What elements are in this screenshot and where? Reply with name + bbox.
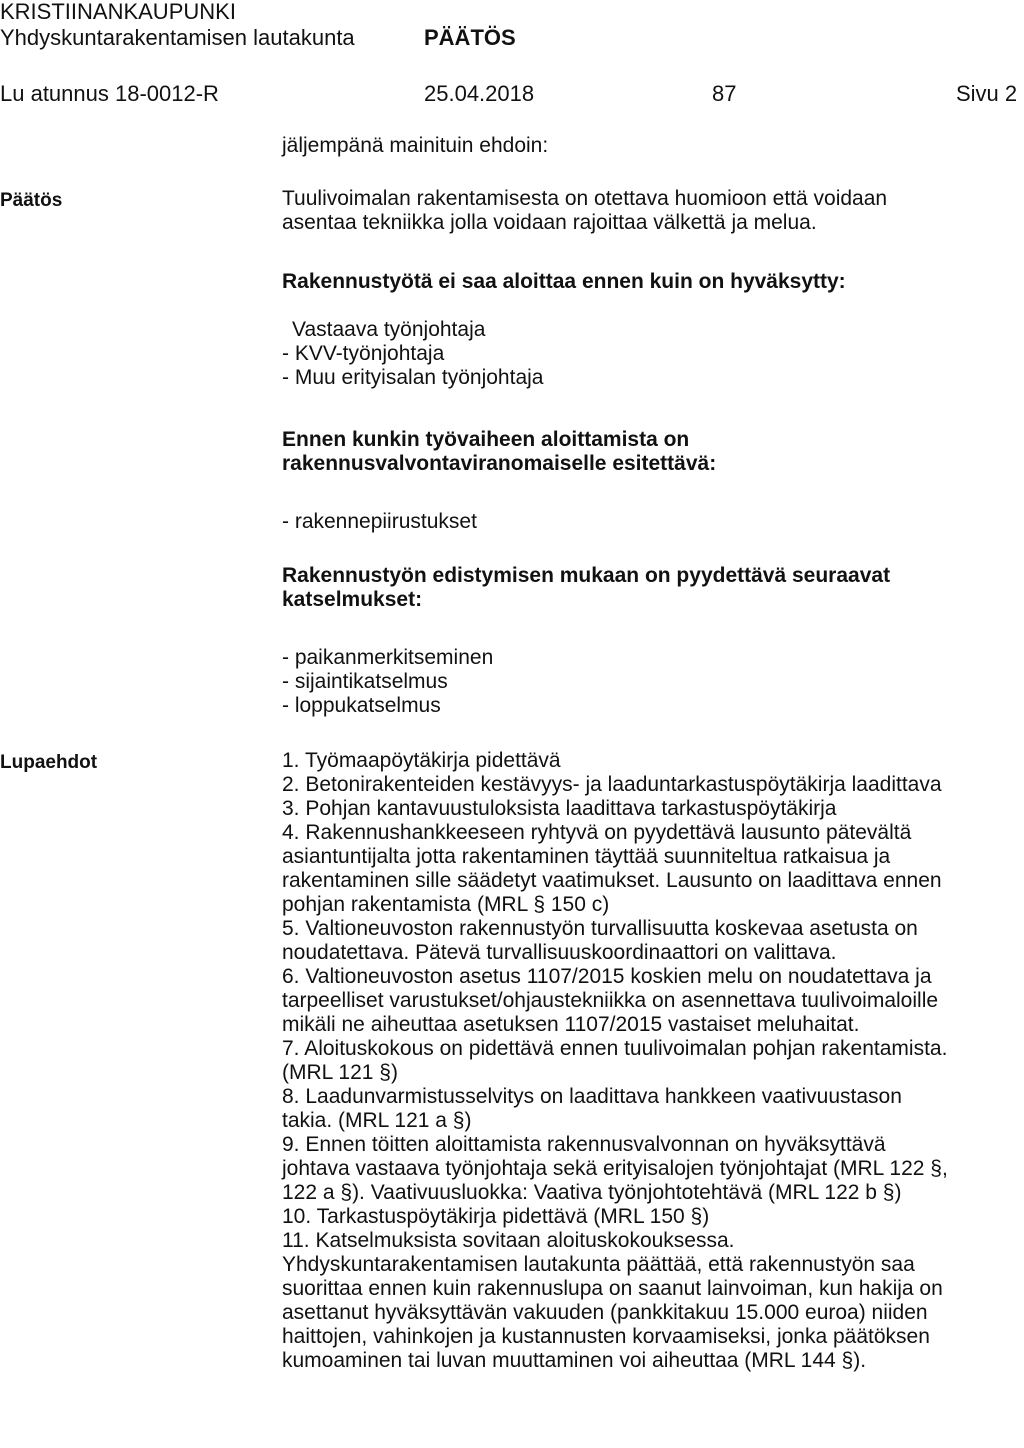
list-item: - loppukatselmus bbox=[282, 694, 441, 717]
approval-list bbox=[282, 318, 543, 390]
condition-line: mikäli ne aiheuttaa asetuksen 1107/2015 vastaiset meluhaitat. bbox=[282, 1013, 860, 1036]
condition-line: 8. Laadunvarmistusselvitys on laadittava hankkeen vaativuustason bbox=[282, 1085, 902, 1108]
decision-label: Päätös bbox=[0, 190, 63, 211]
condition-line: 3. Pohjan kantavuustuloksista laadittava tarkastuspöytäkirja bbox=[282, 797, 837, 820]
list-item: - KVV-työnjohtaja bbox=[282, 342, 445, 365]
conditions-text bbox=[282, 749, 948, 1373]
conditions-label: Lupaehdot bbox=[0, 752, 98, 773]
condition-line: asettanut hyväksyttävän vakuuden (pankkitakuu 15.000 euroa) niiden bbox=[282, 1301, 928, 1324]
before-phase-heading bbox=[282, 428, 716, 476]
condition-line: 9. Ennen töitten aloittamista rakennusvalvonnan on hyväksyttävä bbox=[282, 1133, 886, 1156]
condition-line: haittojen, vahinkojen ja kustannusten korvaamiseksi, jonka päätöksen bbox=[282, 1325, 930, 1348]
page-number: Sivu 2 bbox=[956, 81, 1018, 106]
list-item: - Muu erityisalan työnjohtaja bbox=[282, 366, 544, 389]
condition-line: 2. Betonirakenteiden kestävyys- ja laaduntarkastuspöytäkirja laadittava bbox=[282, 773, 942, 796]
organization-name: KRISTIINANKAUPUNKI bbox=[0, 0, 236, 24]
list-item: Vastaava työnjohtaja bbox=[292, 318, 486, 341]
condition-line: (MRL 121 §) bbox=[282, 1061, 398, 1084]
inspections-heading bbox=[282, 564, 890, 612]
inspections-list bbox=[282, 646, 493, 718]
committee-name: Yhdyskuntarakentamisen lautakunta bbox=[0, 25, 355, 50]
condition-line: 11. Katselmuksista sovitaan aloituskokouksessa. bbox=[282, 1229, 735, 1252]
condition-line: 4. Rakennushankkeeseen ryhtyvä on pyydettävä lausunto pätevältä bbox=[282, 821, 912, 844]
condition-line: 5. Valtioneuvoston rakennustyön turvallisuutta koskevaa asetusta on bbox=[282, 917, 918, 940]
decision-date: 25.04.2018 bbox=[424, 81, 535, 106]
intro-line: jäljempänä mainituin ehdoin: bbox=[282, 134, 549, 157]
condition-line: tarpeelliset varustukset/ohjaustekniikka on asennettava tuulivoimaloille bbox=[282, 989, 939, 1012]
before-phase-list bbox=[282, 510, 477, 534]
permit-number: Lu atunnus 18-0012-R bbox=[0, 81, 219, 106]
list-item: - sijaintikatselmus bbox=[282, 670, 448, 693]
condition-line: 10. Tarkastuspöytäkirja pidettävä (MRL 150 §) bbox=[282, 1205, 710, 1228]
condition-line: rakentaminen sille säädetyt vaatimukset. Lausunto on laadittava ennen bbox=[282, 869, 942, 892]
approval-heading: Rakennustyötä ei saa aloittaa ennen kuin on hyväksytty: bbox=[282, 270, 846, 293]
section-number: 87 bbox=[712, 81, 737, 106]
list-item: - rakennepiirustukset bbox=[282, 510, 477, 533]
decision-text bbox=[282, 187, 887, 235]
condition-line: johtava vastaava työnjohtaja sekä erityisalojen työnjohtajat (MRL 122 §, bbox=[282, 1157, 948, 1180]
condition-line: Yhdyskuntarakentamisen lautakunta päättää, että rakennustyön saa bbox=[282, 1253, 915, 1276]
condition-line: 6. Valtioneuvoston asetus 1107/2015 koskien melu on noudatettava ja bbox=[282, 965, 932, 988]
decision-text-line: asentaa tekniikka jolla voidaan rajoittaa välkettä ja melua. bbox=[282, 211, 817, 234]
condition-line: 122 a §). Vaativuusluokka: Vaativa työnjohtotehtävä (MRL 122 b §) bbox=[282, 1181, 902, 1204]
condition-line: pohjan rakentamista (MRL § 150 c) bbox=[282, 893, 610, 916]
condition-line: suorittaa ennen kuin rakennuslupa on saanut lainvoiman, kun hakija on bbox=[282, 1277, 943, 1300]
decision-text-line: Tuulivoimalan rakentamisesta on otettava huomioon että voidaan bbox=[282, 187, 888, 210]
list-item: - paikanmerkitseminen bbox=[282, 646, 494, 669]
condition-line: 7. Aloituskokous on pidettävä ennen tuulivoimalan pohjan rakentamista. bbox=[282, 1037, 948, 1060]
heading-line: Ennen kunkin työvaiheen aloittamista on bbox=[282, 428, 690, 451]
heading-line: rakennusvalvontaviranomaiselle esitettävä: bbox=[282, 452, 717, 475]
heading-line: Rakennustyön edistymisen mukaan on pyydettävä seuraavat bbox=[282, 564, 891, 587]
document-type: PÄÄTÖS bbox=[424, 25, 516, 50]
condition-line: asiantuntijalta jotta rakentaminen täyttää suunniteltua ratkaisua ja bbox=[282, 845, 891, 868]
condition-line: noudatettava. Pätevä turvallisuuskoordinaattori on valittava. bbox=[282, 941, 837, 964]
condition-line: kumoaminen tai luvan muuttaminen voi aiheuttaa (MRL 144 §). bbox=[282, 1349, 867, 1372]
heading-line: katselmukset: bbox=[282, 588, 423, 611]
condition-line: takia. (MRL 121 a §) bbox=[282, 1109, 472, 1132]
condition-line: 1. Työmaapöytäkirja pidettävä bbox=[282, 749, 561, 772]
